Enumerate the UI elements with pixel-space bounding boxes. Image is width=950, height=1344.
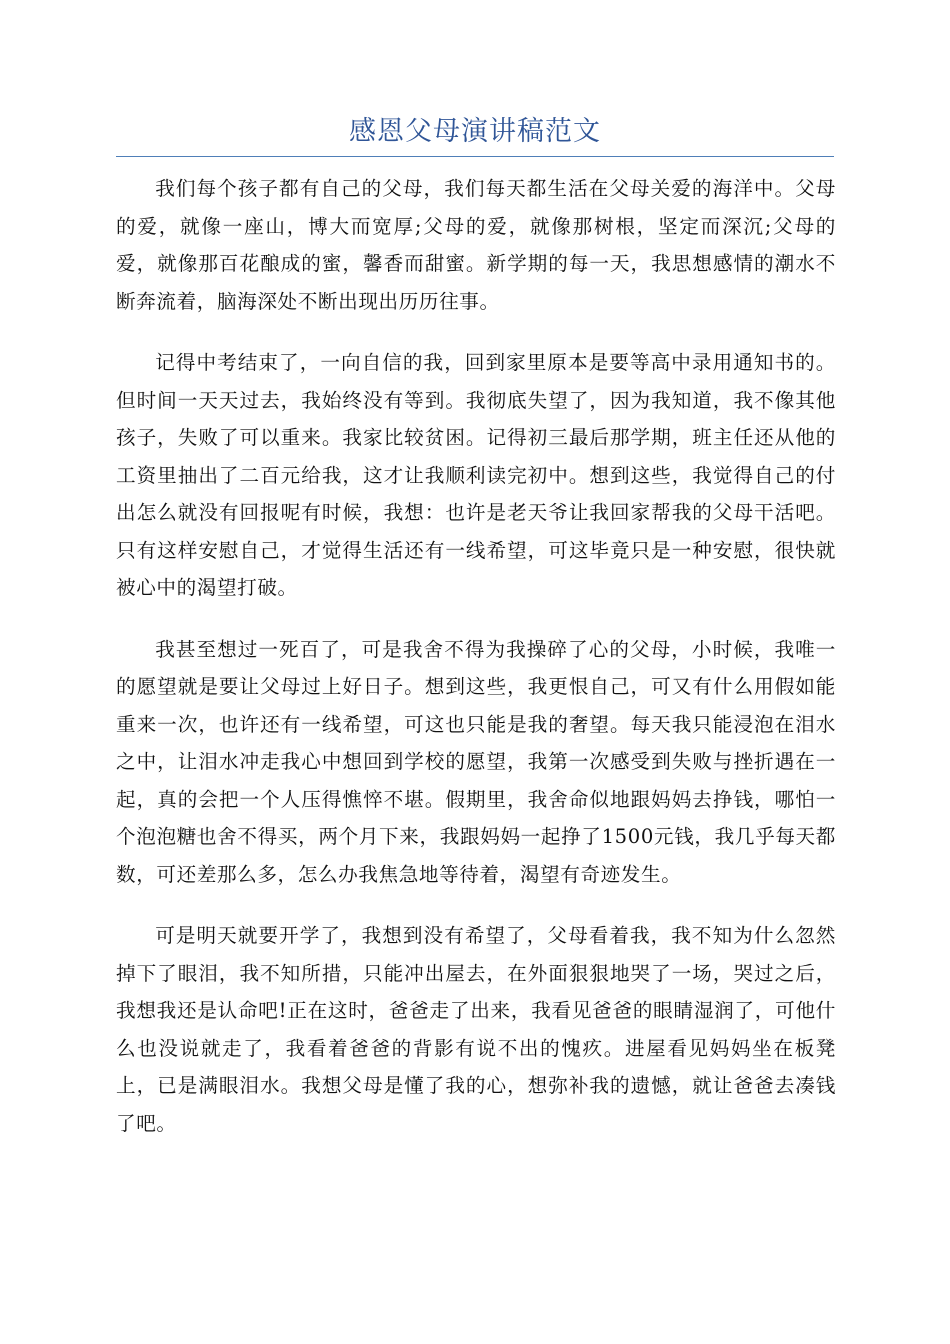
body-text <box>116 170 836 1166</box>
paragraph-2: 记得中考结束了，一向自信的我，回到家里原本是要等高中录用通知书的。但时间一天天过去，我始终没有等到。我彻底失望了，因为我知道，我不像其他孩子，失败了可以重来。我家比较贫困。记得初三最后那学期，班主任还从他的工资里抽出了二百元给我，这才让我顺利读完初中。想到这些，我觉得自己的付出怎么就没有回报呢有时候，我想：也许是老天爷让我回家帮我的父母干活吧。只有这样安慰自己，才觉得生活还有一线希望，可这毕竟只是一种安慰，很快就被心中的渴望打破。 <box>116 351 836 599</box>
title-block <box>116 112 834 157</box>
paragraph-3: 我甚至想过一死百了，可是我舍不得为我操碎了心的父母，小时候，我唯一的愿望就是要让父母过上好日子。想到这些，我更恨自己，可又有什么用假如能重来一次，也许还有一线希望，可这也只能是我的奢望。每天我只能浸泡在泪水之中，让泪水冲走我心中想回到学校的愿望，我第一次感受到失败与挫折遇在一起，真的会把一个人压得憔悴不堪。假期里，我舍命似地跟妈妈去挣钱，哪怕一个泡泡糖也舍不得买，两个月下来，我跟妈妈一起挣了1500元钱，我几乎每天都数，可还差那么多，怎么办我焦急地等待着，渴望有奇迹发生。 <box>116 637 836 886</box>
page-title: 感恩父母演讲稿范文 <box>349 116 601 147</box>
paragraph-4: 可是明天就要开学了，我想到没有希望了，父母看着我，我不知为什么忽然掉下了眼泪，我不知所措，只能冲出屋去，在外面狠狠地哭了一场，哭过之后，我想我还是认命吧!正在这时，爸爸走了出来，我看见爸爸的眼睛湿润了，可他什么也没说就走了，我看着爸爸的背影有说不出的愧疚。进屋看见妈妈坐在板凳上，已是满眼泪水。我想父母是懂了我的心，想弥补我的遗憾，就让爸爸去凑钱了吧。 <box>116 924 836 1135</box>
paragraph-1: 我们每个孩子都有自己的父母，我们每天都生活在父母关爱的海洋中。父母的爱，就像一座山，博大而宽厚;父母的爱，就像那树根，坚定而深沉;父母的爱，就像那百花酿成的蜜，馨香而甜蜜。新学期的每一天，我思想感情的潮水不断奔流着，脑海深处不断出现出历历往事。 <box>116 177 836 313</box>
